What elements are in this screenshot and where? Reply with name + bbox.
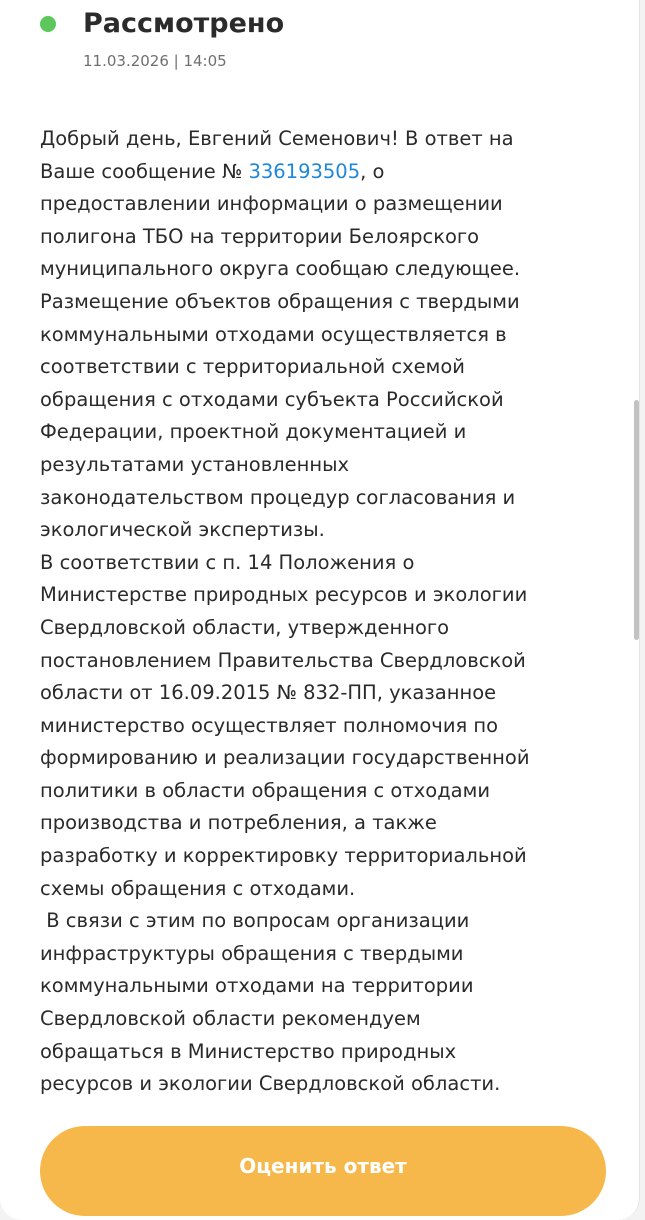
- message-text-after-link: , о предоставлении информации о размещении полигона ТБО на территории Белоярского муниципального округа сообщаю следующее. Размещение объектов обращения с твердыми коммунальными отходами осуществляется в соответствии с территориальной схемой обращения с отходами субъекта Российской Федерации, проектной документацией и результатами установленных законодательством процедур согласования и экологической экспертизы. В соответствии с п. 14 Положения о Министерстве природных ресурсов и экологии Свердловской области, утвержденного постановлением Правительства Свердловской области от 16.09.2015 № 832-ПП, указанное министерство осуществляет полномочия по формированию и реализации государственной политики в области обращения с отходами производства и потребления, а также разработку и корректировку территориальной схемы обращения с отходами. В связи с этим по вопросам организации инфраструктуры обращения с твердыми коммунальными отходами на территории Свердловской области рекомендуем обращаться в Министерство природных ресурсов и экологии Свердловской области.: [40, 159, 530, 1096]
- status-header: [40, 8, 284, 40]
- message-number-link[interactable]: 336193505: [248, 159, 361, 183]
- status-dot-icon: [40, 16, 56, 32]
- status-datetime: 11.03.2026 | 14:05: [83, 52, 227, 70]
- scrollbar[interactable]: [634, 400, 639, 640]
- rate-answer-button[interactable]: [40, 1126, 606, 1216]
- status-title: Рассмотрено: [83, 8, 285, 39]
- response-message: [40, 123, 600, 1101]
- message-text-before-link: Добрый день, Евгений Семенович! В ответ на Ваше сообщение №: [40, 127, 514, 183]
- rate-answer-button-label: Оценить ответ: [239, 1154, 407, 1178]
